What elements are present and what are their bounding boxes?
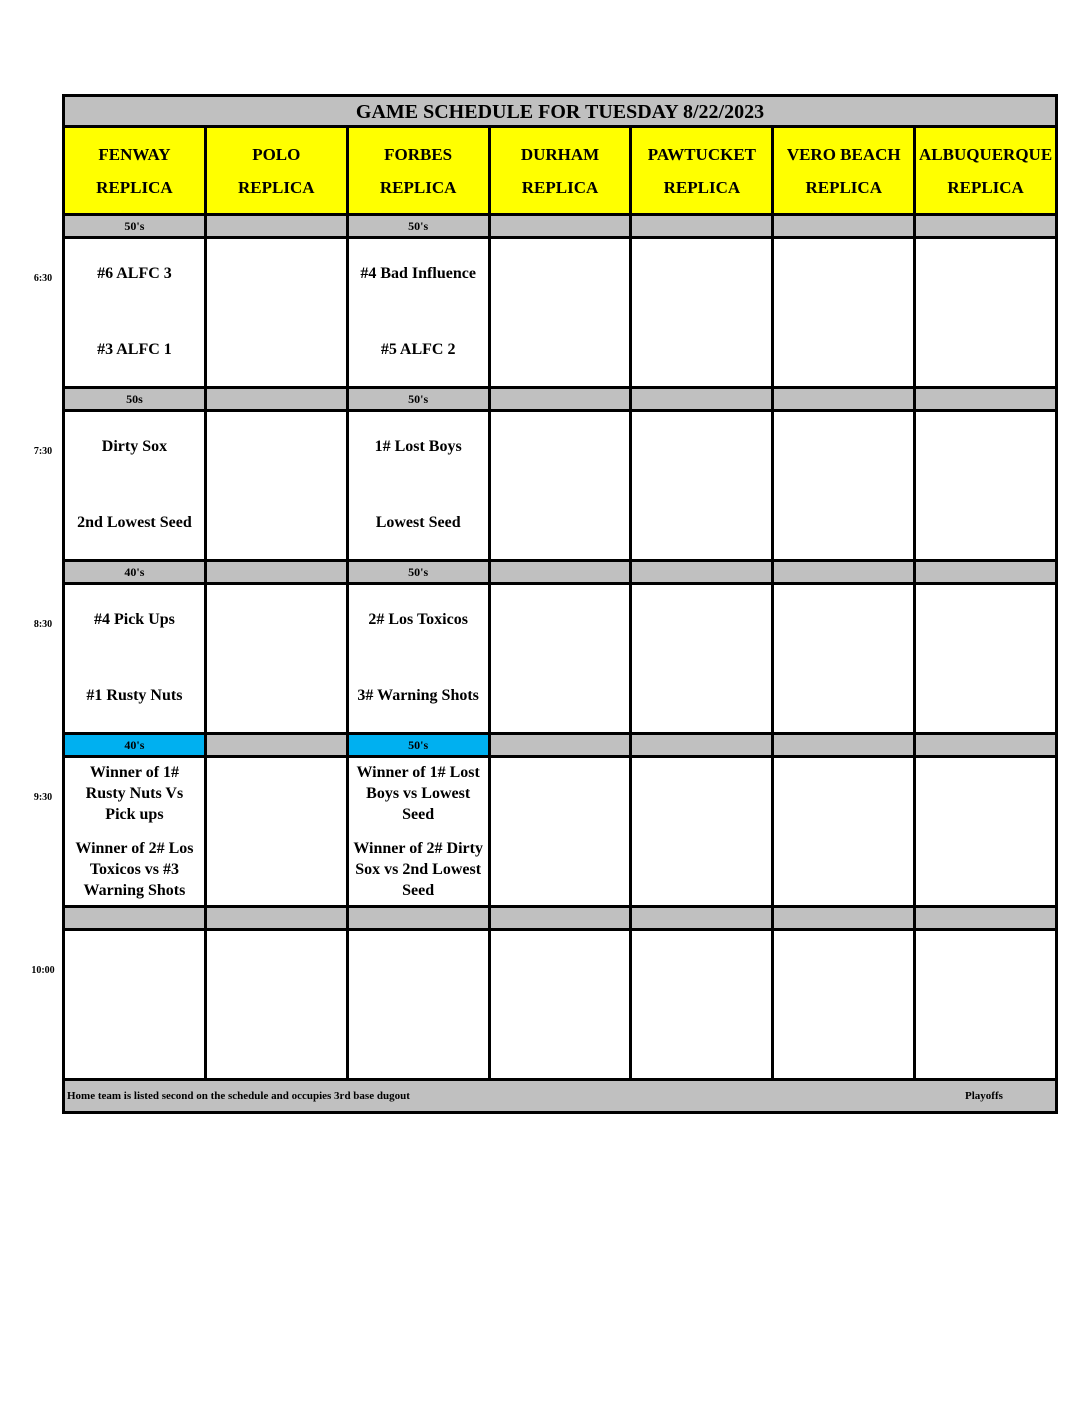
game-cell (65, 412, 207, 559)
home-team: #5 ALFC 2 (380, 341, 456, 358)
division-cell: 50's (349, 735, 491, 755)
game-cell (349, 585, 491, 732)
division-cell (207, 216, 349, 236)
away-team: 1# Lost Boys (374, 438, 462, 455)
field-sub: REPLICA (521, 178, 599, 197)
field-name: FENWAY (98, 145, 171, 164)
game-cell (632, 412, 774, 559)
game-cell (632, 931, 774, 1078)
division-cell: 50's (65, 216, 207, 236)
away-team: #4 Pick Ups (93, 611, 175, 628)
division-row (65, 908, 1055, 931)
game-cell (774, 239, 916, 386)
game-cell (207, 758, 349, 905)
game-cell (774, 412, 916, 559)
field-name: ALBUQUERQUE (918, 145, 1053, 164)
away-team: Winner of 1# Lost Boys vs Lowest Seed (356, 764, 480, 823)
field-header-albuquerque (916, 128, 1055, 213)
division-cell: 40's (65, 735, 207, 755)
division-row (65, 735, 1055, 758)
division-cell (632, 908, 774, 928)
game-cell (491, 758, 633, 905)
division-cell (207, 735, 349, 755)
game-cell (916, 585, 1055, 732)
game-cell (774, 585, 916, 732)
division-cell: 50's (349, 389, 491, 409)
division-cell (916, 562, 1055, 582)
division-cell (774, 562, 916, 582)
game-cell (916, 758, 1055, 905)
division-cell (774, 389, 916, 409)
field-sub: REPLICA (238, 178, 315, 197)
time-label: 10:00 (31, 965, 55, 976)
division-row (65, 562, 1055, 585)
footer-row (65, 1081, 1055, 1111)
field-name: VERO BEACH (786, 145, 901, 164)
division-cell (774, 735, 916, 755)
division-cell (207, 562, 349, 582)
game-cell (491, 412, 633, 559)
game-cell (207, 931, 349, 1078)
schedule-sheet (62, 94, 1058, 1114)
schedule-title: GAME SCHEDULE FOR TUESDAY 8/22/2023 (65, 97, 1055, 128)
game-cell (491, 585, 633, 732)
field-header-forbes (349, 128, 491, 213)
division-cell (491, 216, 633, 236)
game-row (65, 931, 1055, 1081)
field-sub: REPLICA (805, 178, 882, 197)
field-name: PAWTUCKET (647, 145, 757, 164)
division-cell (916, 735, 1055, 755)
division-cell (491, 389, 633, 409)
game-row (65, 585, 1055, 735)
game-cell (65, 585, 207, 732)
game-cell (349, 412, 491, 559)
game-cell (65, 931, 207, 1078)
division-cell (491, 735, 633, 755)
division-cell (207, 908, 349, 928)
time-label: 9:30 (33, 792, 53, 803)
division-cell (916, 908, 1055, 928)
division-cell (632, 562, 774, 582)
field-sub: REPLICA (663, 178, 741, 197)
field-name: DURHAM (520, 145, 600, 164)
game-cell (916, 412, 1055, 559)
division-cell (774, 908, 916, 928)
game-cell (491, 239, 633, 386)
field-sub: REPLICA (96, 178, 173, 197)
game-cell (207, 239, 349, 386)
game-cell (632, 585, 774, 732)
division-cell (632, 216, 774, 236)
home-team: #1 Rusty Nuts (86, 687, 183, 704)
division-row (65, 216, 1055, 239)
game-cell (349, 239, 491, 386)
game-cell (65, 239, 207, 386)
home-team-note: Home team is listed second on the schedule and occupies 3rd base dugout (67, 1090, 410, 1102)
time-label: 8:30 (33, 619, 53, 630)
game-cell (207, 412, 349, 559)
field-header-row (65, 128, 1055, 216)
home-team: Winner of 2# Los Toxicos vs #3 Warning Shots (75, 840, 194, 899)
away-team: Winner of 1# Rusty Nuts Vs Pick ups (85, 764, 184, 823)
playoffs-tag: Playoffs (965, 1090, 1003, 1102)
division-cell (349, 908, 491, 928)
time-label: 6:30 (33, 273, 53, 284)
home-team: Lowest Seed (375, 514, 461, 531)
away-team: 2# Los Toxicos (368, 611, 468, 628)
division-cell (207, 389, 349, 409)
field-name: FORBES (384, 145, 453, 164)
away-team: Dirty Sox (101, 438, 168, 455)
game-cell (207, 585, 349, 732)
field-sub: REPLICA (379, 178, 457, 197)
time-label: 7:30 (33, 446, 53, 457)
game-cell (774, 931, 916, 1078)
game-row (65, 412, 1055, 562)
home-team: 2nd Lowest Seed (77, 514, 192, 531)
division-cell (916, 389, 1055, 409)
game-cell (916, 931, 1055, 1078)
division-cell (916, 216, 1055, 236)
game-row (65, 239, 1055, 389)
division-cell (774, 216, 916, 236)
game-cell (916, 239, 1055, 386)
field-name: POLO (252, 145, 301, 164)
away-team: #6 ALFC 3 (97, 265, 172, 282)
game-cell (491, 931, 633, 1078)
game-cell (632, 758, 774, 905)
game-cell (65, 758, 207, 905)
field-header-polo (207, 128, 349, 213)
home-team: Winner of 2# Dirty Sox vs 2nd Lowest Seed (353, 840, 483, 899)
game-cell (774, 758, 916, 905)
home-team: 3# Warning Shots (357, 687, 479, 704)
home-team: #3 ALFC 1 (97, 341, 172, 358)
field-sub: REPLICA (947, 178, 1024, 197)
away-team: #4 Bad Influence (360, 265, 476, 282)
division-cell: 50's (349, 216, 491, 236)
division-cell (491, 562, 633, 582)
game-cell (349, 931, 491, 1078)
division-cell (491, 908, 633, 928)
game-cell (349, 758, 491, 905)
field-header-fenway (65, 128, 207, 213)
game-row (65, 758, 1055, 908)
division-cell: 40's (65, 562, 207, 582)
division-cell: 50s (65, 389, 207, 409)
game-cell (632, 239, 774, 386)
field-header-durham (491, 128, 633, 213)
field-header-pawtucket (632, 128, 774, 213)
division-cell (632, 735, 774, 755)
division-row (65, 389, 1055, 412)
division-cell: 50's (349, 562, 491, 582)
division-cell (65, 908, 207, 928)
field-header-vero-beach (774, 128, 916, 213)
division-cell (632, 389, 774, 409)
